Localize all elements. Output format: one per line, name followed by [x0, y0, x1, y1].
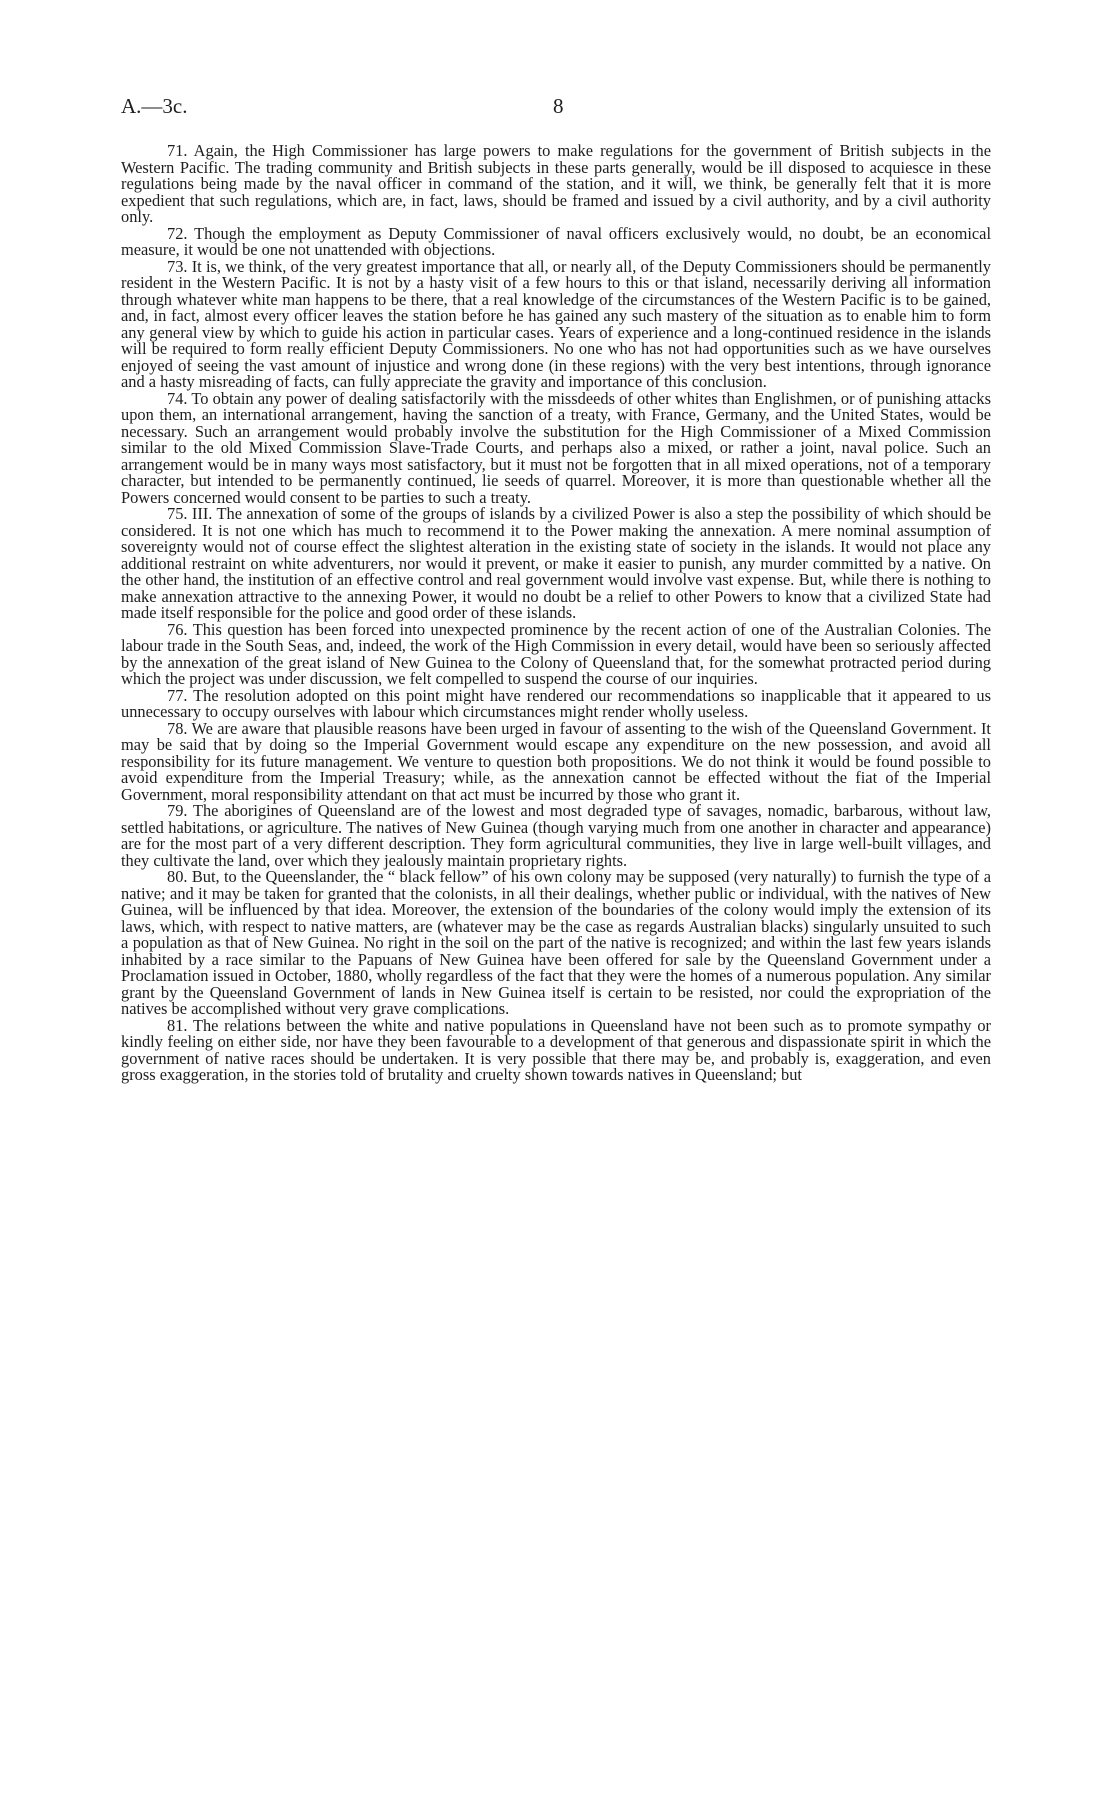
paragraph-78: 78. We are aware that plausible reasons have been urged in favour of assenting to the wish of the Queensland Government. It may be said that by doing so the Imperial Government would escape any expenditure on the new possession, and avoid all responsibility for its future management. We venture to question both propositions. We do not think it would be found possible to avoid expenditure from the Imperial Treasury; while, as the annexation cannot be effected without the fiat of the Imperial Government, moral responsibility attendant on that act must be incurred by those who grant it. [121, 718, 991, 804]
document-body [121, 143, 991, 1084]
paragraph-74: 74. To obtain any power of dealing satisfactorily with the missdeeds of other whites than Englishmen, or of punishing attacks upon them, an international arrangement, having the sanction of a treaty, with France, Germany, and the United States, would be necessary. Such an arrangement would probably involve the substitution for the High Commissioner of a Mixed Commission similar to the old Mixed Commission Slave-Trade Courts, and perhaps also a mixed, or rather a joint, naval police. Such an arrangement would be in many ways most satisfactory, but it must not be forgotten that in all mixed operations, not of a temporary character, but intended to be permanently continued, lie seeds of quarrel. Moreover, it is more than questionable whether all the Powers concerned would consent to be parties to such a treaty. [121, 388, 991, 507]
page-header [121, 94, 991, 124]
paragraph-81: 81. The relations between the white and native populations in Queensland have not been such as to promote sympathy or kindly feeling on either side, nor have they been favourable to a development of that generous and dispassionate spirit in which the government of native races should be undertaken. It is very possible that there may be, and probably is, exaggeration, and even gross exaggeration, in the stories told of brutality and cruelty shown towards natives in Queensland; but [121, 1015, 991, 1084]
paragraph-77: 77. The resolution adopted on this point might have rendered our recommendations so inapplicable that it appeared to us unnecessary to occupy ourselves with labour which circumstances might render wholly useless. [121, 685, 991, 721]
paragraph-80: 80. But, to the Queenslander, the “ black fellow” of his own colony may be supposed (very naturally) to furnish the type of a native; and it may be taken for granted that the colonists, in all their dealings, whether public or individual, with the natives of New Guinea, will be influenced by that idea. Moreover, the extension of the boundaries of the colony would imply the extension of its laws, which, with respect to native matters, are (whatever may be the case as regards Australian blacks) singularly unsuited to such a population as that of New Guinea. No right in the soil on the part of the native is recognized; and within the last few years islands inhabited by a race similar to the Papuans of New Guinea have been offered for sale by the Queensland Government under a Proclamation issued in October, 1880, wholly regardless of the fact that they were the homes of a numerous population. Any similar grant by the Queensland Government of lands in New Guinea itself is certain to be resisted, nor could the expropriation of the natives be accomplished without very grave complications. [121, 867, 991, 1018]
paragraph-75: 75. III. The annexation of some of the groups of islands by a civilized Power is also a step the possibility of which should be considered. It is not one which has much to recommend it to the Power making the annexation. A mere nominal assumption of sovereignty would not of course effect the slightest alteration in the existing state of society in the islands. It would not place any additional restraint on white adventurers, nor would it prevent, or make it easier to punish, any murder committed by a native. On the other hand, the institution of an effective control and real government would involve vast expense. But, while there is nothing to make annexation attractive to the annexing Power, it would no doubt be a relief to other Powers to know that a civilized State had made itself responsible for the police and good order of these islands. [121, 504, 991, 622]
paragraph-71: 71. Again, the High Commissioner has large powers to make regulations for the government of British subjects in the Western Pacific. The trading community and British subjects in these parts generally, would be ill disposed to acquiesce in these regulations being made by the naval officer in command of the station, and it will, we think, be generally felt that it is more expedient that such regulations, which are, in fact, laws, should be framed and issued by a civil authority, and by a civil authority only. [121, 141, 991, 226]
page-number: 8 [553, 94, 564, 118]
paragraph-76: 76. This question has been forced into unexpected prominence by the recent action of one of the Australian Colonies. The labour trade in the South Seas, and, indeed, the work of the High Commission in every detail, would have been so seriously affected by the annexation of the great island of New Guinea to the Colony of Queensland that, for the somewhat protracted period during which the project was under discussion, we felt compelled to suspend the course of our inquiries. [121, 619, 991, 688]
document-reference: A.—3c. [121, 94, 188, 118]
paragraph-79: 79. The aborigines of Queensland are of the lowest and most degraded type of savages, nomadic, barbarous, without law, settled habitations, or agriculture. The natives of New Guinea (though varying much from one another in character and appearance) are for the most part of a very different description. They form agricultural communities, they live in large well-built villages, and they cultivate the land, over which they jealously maintain proprietary rights. [121, 801, 991, 870]
paragraph-72: 72. Though the employment as Deputy Commissioner of naval officers exclusively would, no doubt, be an economical measure, it would be one not unattended with objections. [121, 223, 991, 259]
paragraph-73: 73. It is, we think, of the very greatest importance that all, or nearly all, of the Deputy Commissioners should be permanently resident in the Western Pacific. It is not by a hasty visit of a few hours to this or that island, necessarily deriving all information through whatever white man happens to be there, that a real knowledge of the circumstances of the Western Pacific is to be gained, and, in fact, almost every officer leaves the station before he has gained any such mastery of the situation as to enable him to form any general view by which to guide his action in particular cases. Years of experience and a long-continued residence in the islands will be required to form really efficient Deputy Commissioners. No one who has not had opportunities such as we have ourselves enjoyed of seeing the vast amount of injustice and wrong done (in these regions) with the very best intentions, through ignorance and a hasty misreading of facts, can fully appreciate the gravity and importance of this conclusion. [121, 256, 991, 391]
